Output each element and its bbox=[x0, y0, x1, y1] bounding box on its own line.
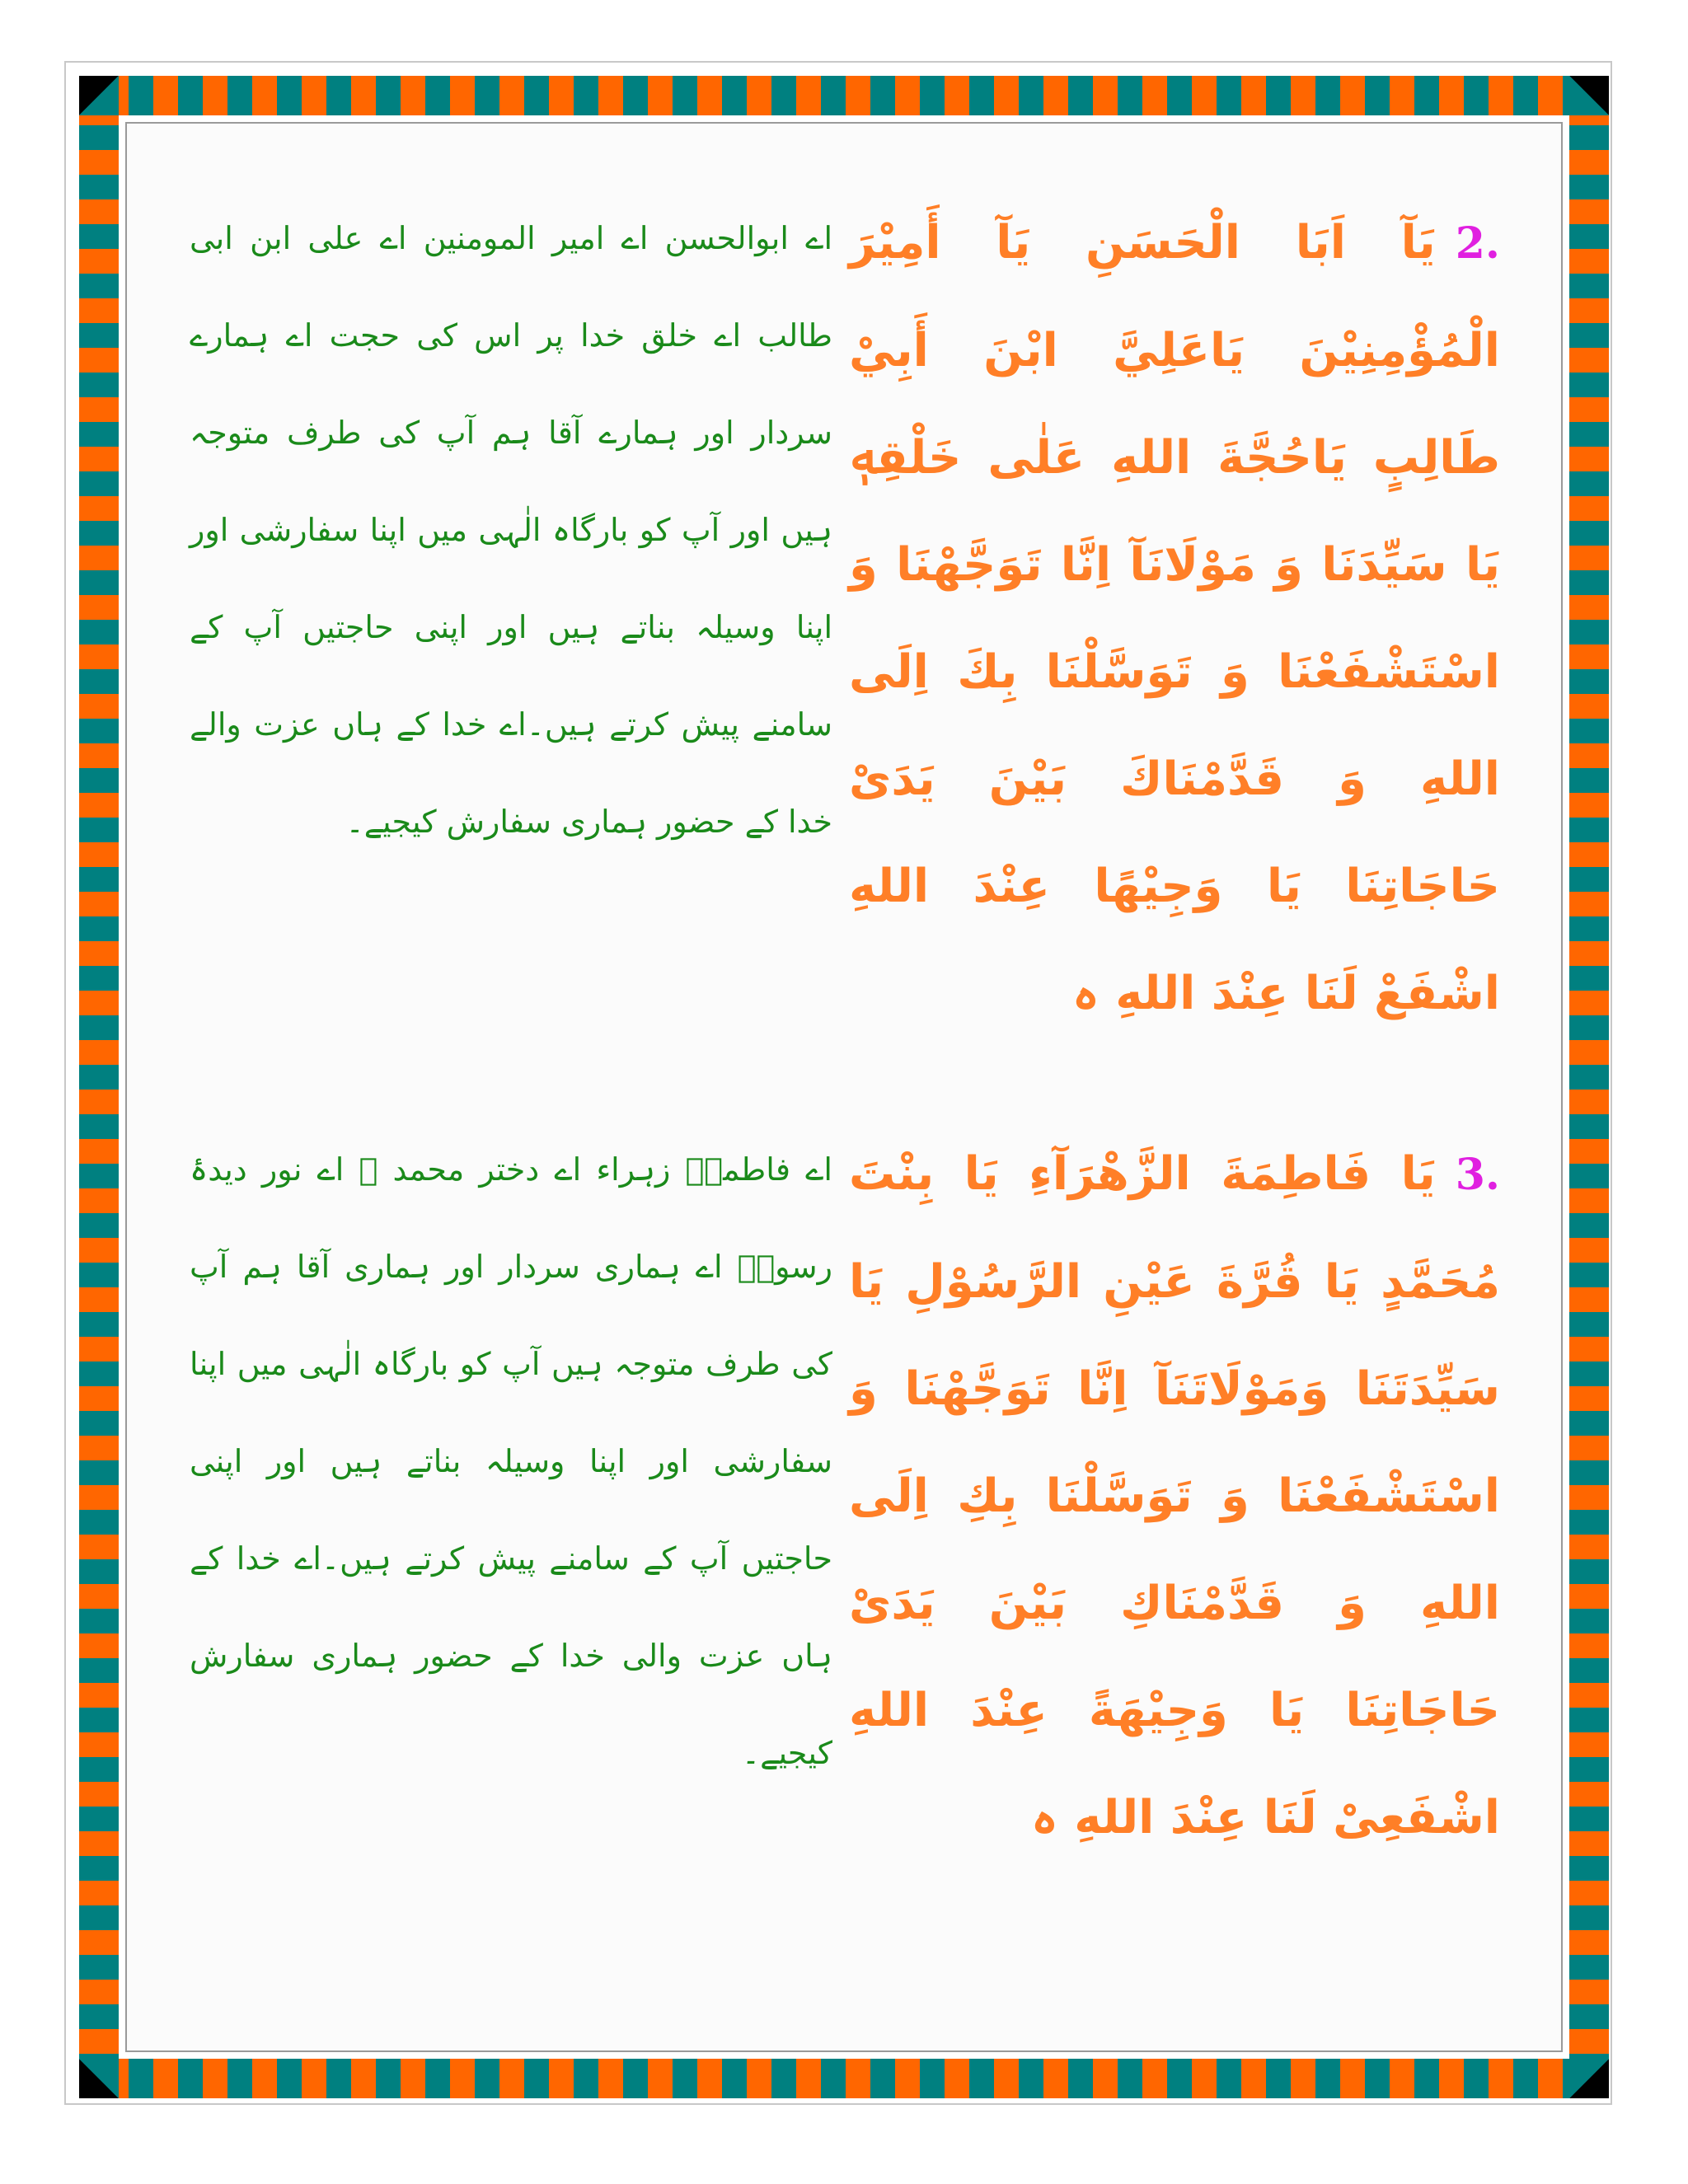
corner-top-left bbox=[79, 76, 119, 115]
arabic-text-block bbox=[849, 1121, 1500, 1872]
border-top bbox=[79, 76, 1609, 115]
supplication-section-3 bbox=[190, 1121, 1500, 2011]
border-left bbox=[79, 76, 119, 2098]
corner-bottom-left bbox=[79, 2059, 119, 2098]
urdu-translation bbox=[190, 190, 832, 870]
corner-bottom-right bbox=[1569, 2059, 1609, 2098]
section-number: 2. bbox=[1455, 218, 1500, 269]
urdu-text: اے ابوالحسن اے امیر المومنین اے علی ابن ابی طالب اے خلق خدا پر اس کی حجت اے ہمارے سردار اور ہمارے آقا ہم آپ کی طرف متوجہ ہیں اور آپ کو بارگاہ الٰہی میں اپنا سفارشی اور اپنا وسیلہ بناتے ہیں اور اپنی حاجتیں آپ کے سامنے پیش کرتے ہیں۔اے خدا کے ہاں عزت والے خدا کے حضور ہماری سفارش کیجیے۔ bbox=[190, 220, 832, 840]
arabic-text-block bbox=[849, 190, 1500, 1047]
urdu-translation bbox=[190, 1121, 832, 1802]
border-bottom bbox=[79, 2059, 1609, 2098]
urdu-text: اے فاطمہؑ زہراء اے دختر محمد ﷺ اے نور دیدۂ رسولؐ اے ہماری سردار اور ہماری آقا ہم آپ کی طرف متوجہ ہیں آپ کو بارگاہ الٰہی میں اپنا سفارشی اور اپنا وسیلہ بناتے ہیں اور اپنی حاجتیں آپ کے سامنے پیش کرتے ہیں۔اے خدا کے ہاں عزت والی خدا کے حضور ہماری سفارش کیجیے۔ bbox=[190, 1151, 832, 1771]
supplication-section-2 bbox=[190, 190, 1500, 1063]
corner-top-right bbox=[1569, 76, 1609, 115]
border-right bbox=[1569, 76, 1609, 2098]
arabic-text: يَآ اَبَا الْحَسَنِ يَآ أَمِيْرَ الْمُؤْمِنِيْنَ يَاعَلِيَّ ابْنَ أَبِيْ طَالِبٍ يَاحُجَّةَ اللهِ عَلٰى خَلْقِهٖ يَا سَيِّدَنَا وَ مَوْلَانَآ اِنَّا تَوَجَّهْنَا وَ اسْتَشْفَعْنَا وَ تَوَسَّلْنَا بِكَ اِلَى اللهِ وَ قَدَّمْنَاكَ بَيْنَ يَدَیْ حَاجَاتِنَا يَا وَجِيْهًا عِنْدَ اللهِ اشْفَعْ لَنَا عِنْدَ اللهِ ہ bbox=[849, 216, 1500, 1020]
arabic-text: يَا فَاطِمَةَ الزَّهْرَآءِ يَا بِنْتَ مُحَمَّدٍ يَا قُرَّةَ عَيْنِ الرَّسُوْلِ يَا سَيِّدَتَنَا وَمَوْلَاتَنَآ اِنَّا تَوَجَّهْنَا وَ اسْتَشْفَعْنَا وَ تَوَسَّلْنَا بِكِ اِلَى اللهِ وَ قَدَّمْنَاكِ بَيْنَ يَدَیْ حَاجَاتِنَا يَا وَجِيْهَةً عِنْدَ اللهِ اشْفَعِیْ لَنَا عِنْدَ اللهِ ہ bbox=[849, 1147, 1500, 1844]
section-number: 3. bbox=[1455, 1150, 1500, 1200]
